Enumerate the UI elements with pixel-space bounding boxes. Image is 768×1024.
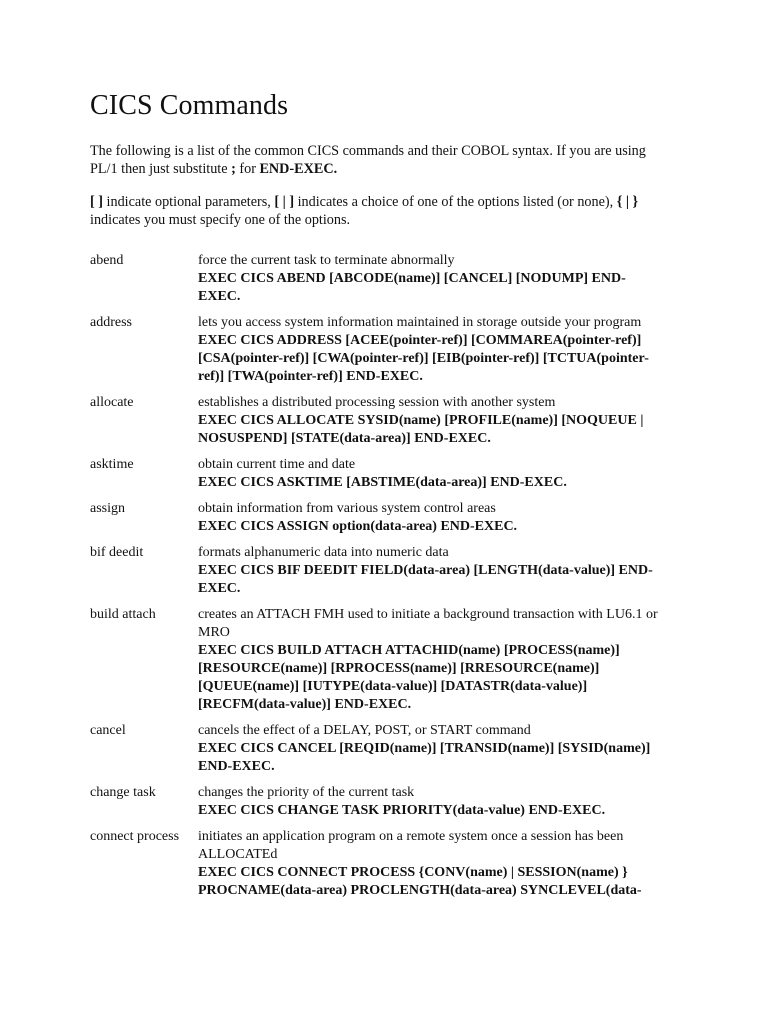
command-name: bif deedit (90, 545, 144, 560)
choice-brackets-token: [ | ] (274, 194, 295, 210)
notation-text-required: indicates you must specify one of the options. (90, 211, 351, 228)
command-body (198, 828, 664, 900)
command-body (198, 606, 664, 714)
command-syntax: EXEC CICS BIF DEEDIT FIELD(data-area) [LENGTH(data-value)] END-EXEC. (198, 563, 653, 596)
command-entry-assign (90, 500, 680, 536)
command-entry-asktime (90, 456, 680, 492)
command-syntax: EXEC CICS ASKTIME [ABSTIME(data-area)] END-EXEC. (198, 475, 567, 490)
required-braces-token: { | } (616, 194, 639, 210)
semicolon-token: ; (231, 160, 236, 177)
command-body (198, 394, 664, 448)
intro-text: The following is a list of the common CICS commands and their COBOL syntax. If you are using PL/1 then just substitute (90, 143, 646, 177)
command-body (198, 722, 664, 776)
command-body (198, 456, 664, 492)
command-description: establishes a distributed processing session with another system (198, 395, 556, 410)
notation-text-choice: indicates a choice of one of the options listed (or none), (297, 194, 614, 210)
command-description: creates an ATTACH FMH used to initiate a background transaction with LU6.1 or MRO (198, 607, 658, 640)
command-entry-build-attach (90, 606, 680, 714)
notation-text-optional: indicate optional parameters, (106, 194, 271, 210)
intro-paragraph-pl1 (90, 143, 675, 178)
optional-brackets-token: [ ] (90, 194, 103, 210)
command-name: build attach (90, 607, 156, 622)
command-syntax: EXEC CICS ADDRESS [ACEE(pointer-ref)] [COMMAREA(pointer-ref)] [CSA(pointer-ref)] [CWA(pointer-ref)] [EIB(pointer-ref)] [TCTUA(pointer-ref)] [TWA(pointer-ref)] END-EXEC. (198, 333, 649, 384)
command-body (198, 544, 664, 598)
command-description: obtain information from various system control areas (198, 501, 496, 516)
command-description: formats alphanumeric data into numeric data (198, 545, 449, 560)
command-list (90, 252, 680, 908)
intro-paragraph-notation (90, 194, 675, 229)
command-name: abend (90, 253, 124, 268)
command-name: change task (90, 785, 156, 800)
command-syntax: EXEC CICS CONNECT PROCESS {CONV(name) | SESSION(name) } PROCNAME(data-area) PROCLENGTH(data-area) SYNCLEVEL(data- (198, 865, 642, 898)
command-name: connect process (90, 829, 180, 844)
command-entry-cancel (90, 722, 680, 776)
command-name: address (90, 315, 132, 330)
command-entry-address (90, 314, 680, 386)
command-syntax: EXEC CICS BUILD ATTACH ATTACHID(name) [PROCESS(name)] [RESOURCE(name)] [RPROCESS(name)] [RRESOURCE(name)] [QUEUE(name)] [IUTYPE(data-value)] [DATASTR(data-value)] [RECFM(data-value)] END-EXEC. (198, 643, 620, 712)
command-name: cancel (90, 723, 126, 738)
command-body (198, 784, 664, 820)
end-exec-token: END-EXEC. (259, 160, 338, 177)
page-title: CICS Commands (90, 90, 289, 121)
intro-for: for (239, 160, 256, 177)
command-entry-change-task (90, 784, 680, 820)
command-entry-bif-deedit (90, 544, 680, 598)
command-name: asktime (90, 457, 134, 472)
command-description: changes the priority of the current task (198, 785, 415, 800)
command-entry-connect-process (90, 828, 680, 900)
command-syntax: EXEC CICS ASSIGN option(data-area) END-EXEC. (198, 519, 518, 534)
command-body (198, 500, 664, 536)
command-entry-abend (90, 252, 680, 306)
command-description: obtain current time and date (198, 457, 356, 472)
command-entry-allocate (90, 394, 680, 448)
command-name: assign (90, 501, 125, 516)
command-description: force the current task to terminate abnormally (198, 253, 455, 268)
command-description: lets you access system information maintained in storage outside your program (198, 315, 642, 330)
command-body (198, 314, 664, 386)
command-description: initiates an application program on a remote system once a session has been ALLOCATEd (198, 829, 624, 862)
command-body (198, 252, 664, 306)
command-syntax: EXEC CICS ABEND [ABCODE(name)] [CANCEL] [NODUMP] END-EXEC. (198, 271, 626, 304)
command-syntax: EXEC CICS CANCEL [REQID(name)] [TRANSID(name)] [SYSID(name)] END-EXEC. (198, 741, 651, 774)
command-syntax: EXEC CICS ALLOCATE SYSID(name) [PROFILE(name)] [NOQUEUE | NOSUSPEND] [STATE(data-area)] END-EXEC. (198, 413, 644, 446)
command-name: allocate (90, 395, 134, 410)
command-syntax: EXEC CICS CHANGE TASK PRIORITY(data-value) END-EXEC. (198, 803, 606, 818)
command-description: cancels the effect of a DELAY, POST, or START command (198, 723, 531, 738)
